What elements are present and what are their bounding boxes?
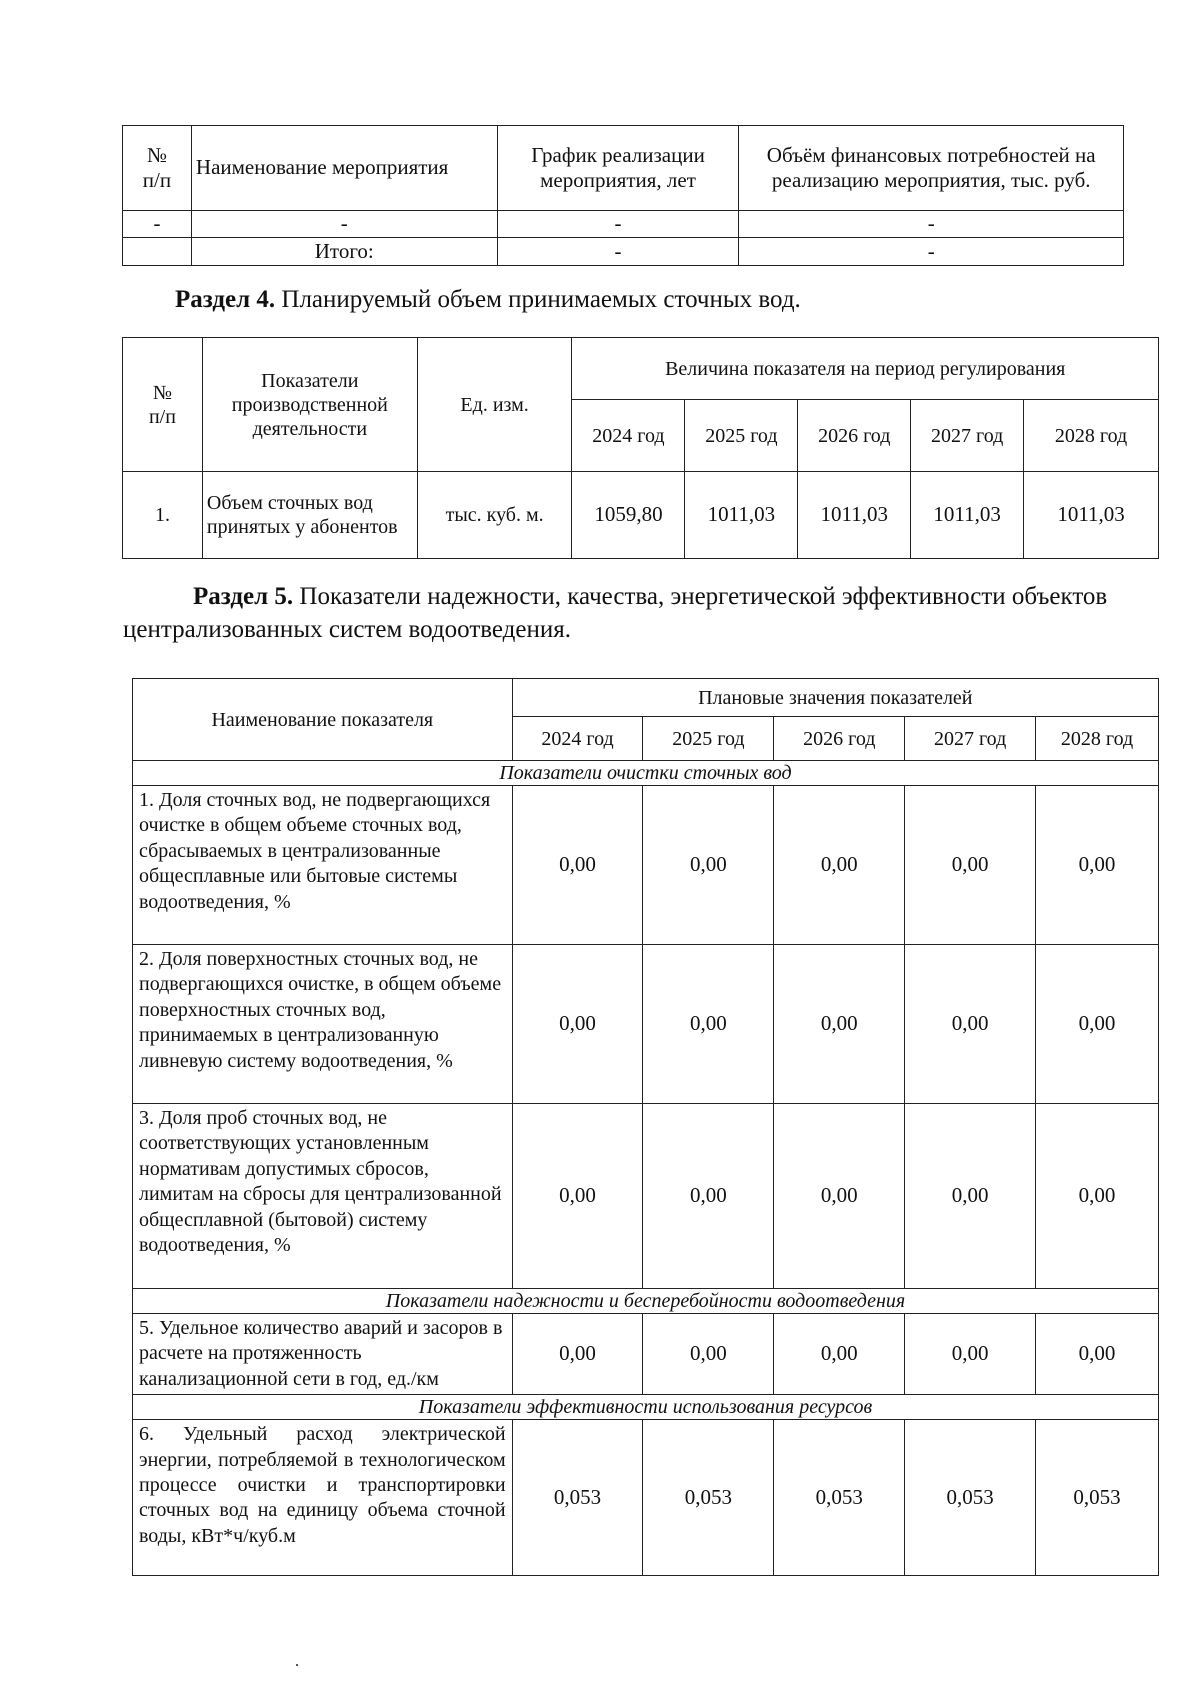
events-total-empty — [123, 238, 192, 266]
volume-table — [122, 337, 1159, 559]
indicator-value: 0,00 — [1036, 945, 1159, 1104]
indicator-value: 0,00 — [905, 786, 1036, 945]
volume-year-2027: 2027 год — [911, 400, 1024, 472]
indicator-name: 5. Удельное количество аварий и засоров в расчете на протяженность канализационной сети в год, ед./км — [133, 1314, 513, 1395]
section-4-label: Раздел 4. — [175, 286, 276, 313]
section-5-text: Показатели надежности, качества, энергетической эффективности объектов централизованных систем водоотведения. — [123, 583, 1108, 643]
indicators-year-2028: 2028 год — [1036, 717, 1159, 761]
events-row-num: - — [123, 211, 192, 238]
indicator-value: 0,00 — [1036, 1104, 1159, 1289]
volume-row-indicator: Объем сточных вод принятых у абонентов — [202, 472, 417, 559]
volume-value-2026: 1011,03 — [798, 472, 911, 559]
events-table — [122, 125, 1124, 266]
volume-year-2028: 2028 год — [1024, 400, 1159, 472]
indicator-value: 0,00 — [512, 786, 643, 945]
section-4-heading — [175, 283, 801, 316]
indicator-value: 0,00 — [774, 786, 905, 945]
indicator-value: 0,00 — [643, 1314, 774, 1395]
group-title-efficiency: Показатели эффективности использования ресурсов — [133, 1395, 1159, 1420]
indicator-name: 1. Доля сточных вод, не подвергающихся очистке в общем объеме сточных вод, сбрасываемых в централизованные общесплавные или бытовые системы водоотведения, % — [133, 786, 513, 945]
volume-header-num: № п/п — [123, 338, 203, 472]
events-total-label: Итого: — [191, 238, 497, 266]
indicators-year-2026: 2026 год — [774, 717, 905, 761]
events-header-schedule: График реализации мероприятия, лет — [497, 126, 739, 211]
events-total-finance: - — [739, 238, 1124, 266]
indicators-year-2025: 2025 год — [643, 717, 774, 761]
events-row-finance: - — [739, 211, 1124, 238]
volume-header-period: Величина показателя на период регулирования — [572, 338, 1159, 400]
volume-year-2024: 2024 год — [572, 400, 685, 472]
scan-speck — [296, 1664, 298, 1666]
indicator-value: 0,00 — [512, 945, 643, 1104]
indicators-year-2027: 2027 год — [905, 717, 1036, 761]
indicator-value: 0,00 — [643, 786, 774, 945]
indicator-value: 0,00 — [905, 945, 1036, 1104]
indicators-header-name: Наименование показателя — [133, 679, 513, 761]
events-row-schedule: - — [497, 211, 739, 238]
volume-row-num: 1. — [123, 472, 203, 559]
events-header-name: Наименование мероприятия — [191, 126, 497, 211]
indicator-value: 0,00 — [774, 1104, 905, 1289]
indicator-value: 0,00 — [774, 1314, 905, 1395]
indicator-value: 0,053 — [512, 1420, 643, 1576]
indicator-value: 0,00 — [1036, 1314, 1159, 1395]
volume-year-2026: 2026 год — [798, 400, 911, 472]
volume-value-2024: 1059,80 — [572, 472, 685, 559]
volume-value-2027: 1011,03 — [911, 472, 1024, 559]
indicator-name: 3. Доля проб сточных вод, не соответствующих установленным нормативам допустимых сбросов, лимитам на сбросы для централизованной общесплавной (бытовой) систему водоотведения, % — [133, 1104, 513, 1289]
indicator-value: 0,00 — [774, 945, 905, 1104]
section-4-text: Планируемый объем принимаемых сточных вод. — [275, 286, 801, 313]
events-row-name: - — [191, 211, 497, 238]
group-title-reliability: Показатели надежности и бесперебойности водоотведения — [133, 1289, 1159, 1314]
section-5-label: Раздел 5. — [193, 583, 294, 610]
indicator-name: 6. Удельный расход электрической энергии, потребляемой в технологическом процессе очистки и транспортировки сточных вод на единицу объема сточной воды, кВт*ч/куб.м — [133, 1420, 513, 1576]
events-header-finance: Объём финансовых потребностей на реализацию мероприятия, тыс. руб. — [739, 126, 1124, 211]
indicator-value: 0,053 — [774, 1420, 905, 1576]
volume-value-2028: 1011,03 — [1024, 472, 1159, 559]
volume-value-2025: 1011,03 — [685, 472, 798, 559]
indicators-header-planned: Плановые значения показателей — [512, 679, 1158, 717]
volume-header-unit: Ед. изм. — [417, 338, 572, 472]
indicator-name: 2. Доля поверхностных сточных вод, не подвергающихся очистке, в общем объеме поверхностных сточных вод, принимаемых в централизованную ливневую систему водоотведения, % — [133, 945, 513, 1104]
indicator-value: 0,00 — [905, 1314, 1036, 1395]
volume-row-unit: тыс. куб. м. — [417, 472, 572, 559]
indicator-value: 0,00 — [905, 1104, 1036, 1289]
volume-year-2025: 2025 год — [685, 400, 798, 472]
events-total-schedule: - — [497, 238, 739, 266]
indicator-value: 0,00 — [643, 1104, 774, 1289]
section-5-heading — [123, 580, 1123, 646]
indicator-value: 0,053 — [1036, 1420, 1159, 1576]
indicator-value: 0,053 — [643, 1420, 774, 1576]
group-title-cleaning: Показатели очистки сточных вод — [133, 761, 1159, 786]
volume-header-indicator: Показатели производственной деятельности — [202, 338, 417, 472]
indicators-table — [132, 678, 1159, 1576]
indicator-value: 0,053 — [905, 1420, 1036, 1576]
indicators-year-2024: 2024 год — [512, 717, 643, 761]
indicator-value: 0,00 — [512, 1314, 643, 1395]
indicator-value: 0,00 — [512, 1104, 643, 1289]
indicator-value: 0,00 — [643, 945, 774, 1104]
indicator-value: 0,00 — [1036, 786, 1159, 945]
events-header-num: № п/п — [123, 126, 192, 211]
